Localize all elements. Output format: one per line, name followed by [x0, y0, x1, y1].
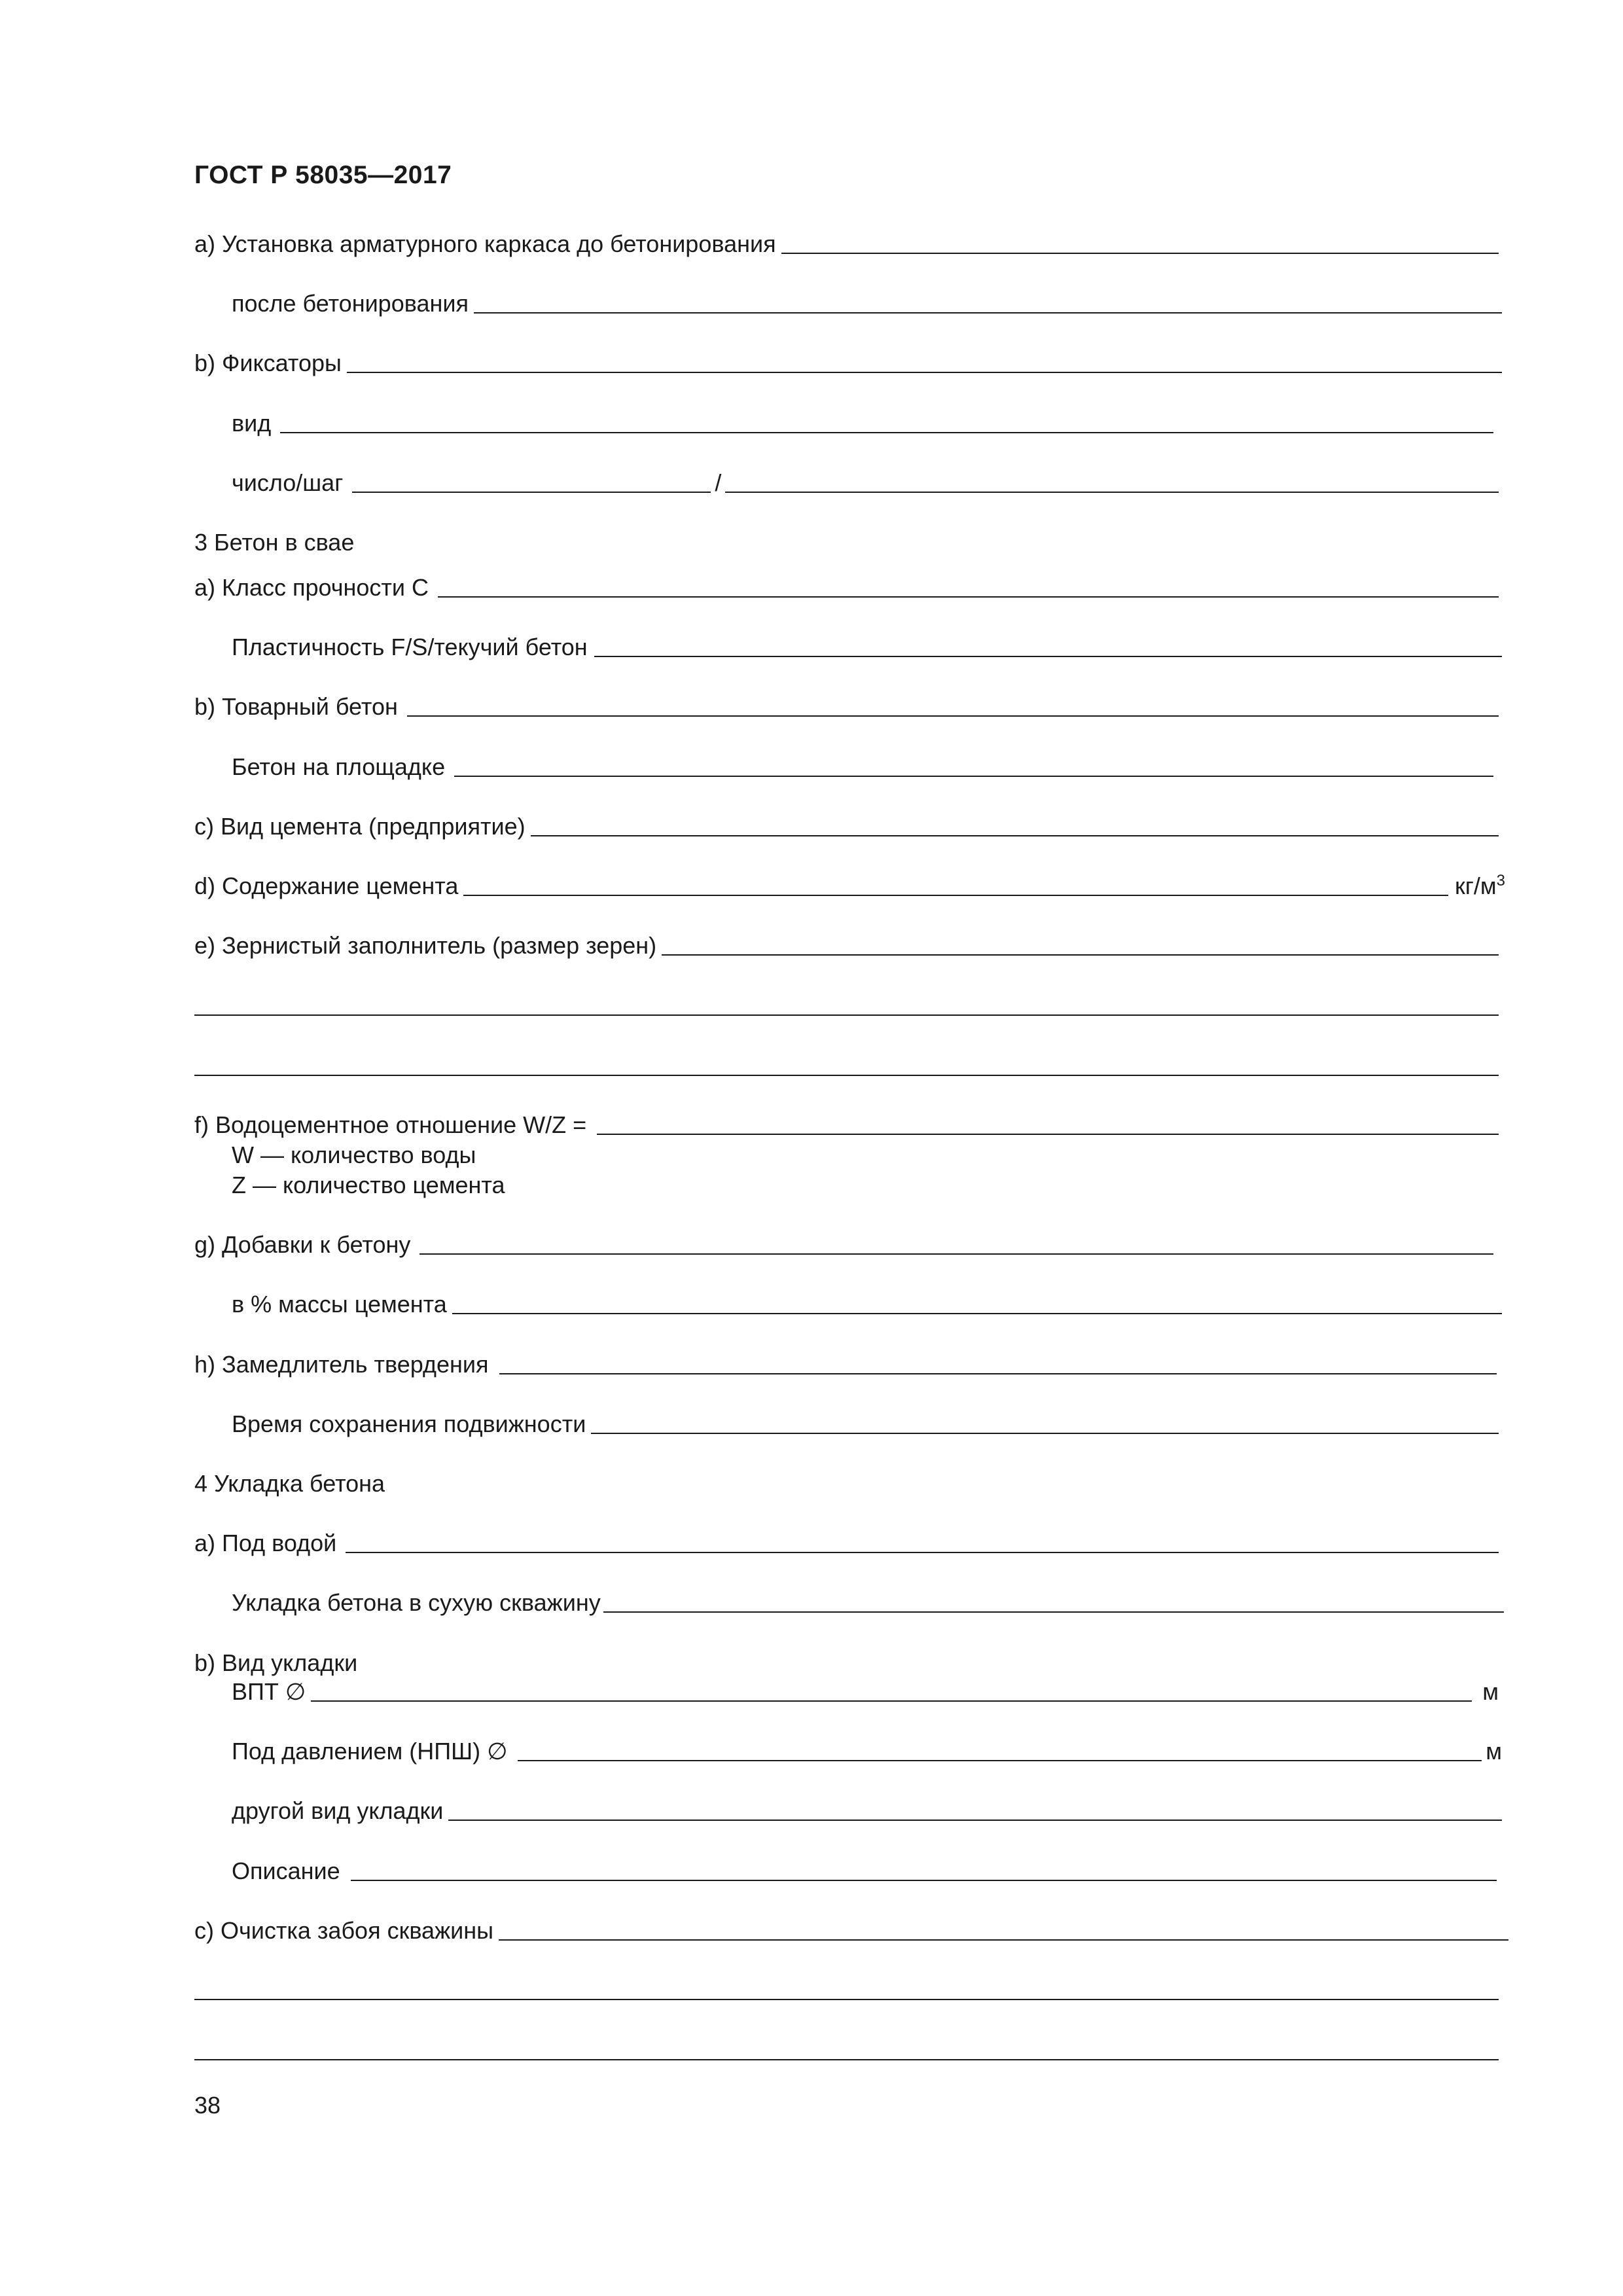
other-placement-field[interactable] [448, 1800, 1502, 1821]
row-additives [194, 1231, 1493, 1259]
row-plasticity [232, 634, 1502, 661]
onsite-concrete-field[interactable] [454, 756, 1493, 777]
field-label: число/шаг [232, 469, 344, 496]
row-bottom-cleaning [194, 1917, 1508, 1945]
placement-type-title: b) Вид укладки [194, 1649, 358, 1676]
field-label: а) Класс прочности С [194, 574, 429, 601]
dry-placement-field[interactable] [603, 1592, 1504, 1613]
aggregate-extra-line-1[interactable] [194, 1014, 1499, 1016]
aggregate-field[interactable] [662, 935, 1499, 956]
field-label: с) Вид цемента (предприятие) [194, 813, 526, 840]
field-label: Бетон на площадке [232, 753, 446, 780]
cleaning-extra-line-1[interactable] [194, 1999, 1499, 2000]
cleaning-extra-line-2[interactable] [194, 2059, 1499, 2060]
page-number: 38 [194, 2092, 221, 2119]
cement-type-field[interactable] [531, 816, 1499, 836]
aggregate-extra-line-2[interactable] [194, 1075, 1499, 1076]
pressure-field[interactable] [518, 1740, 1482, 1761]
field-label: ВПТ ∅ [232, 1678, 306, 1705]
page-header: ГОСТ Р 58035—2017 [194, 161, 452, 189]
field-label: а) Установка арматурного каркаса до бетонирования [194, 230, 776, 257]
row-other-placement [232, 1797, 1502, 1825]
bottom-cleaning-field[interactable] [499, 1920, 1508, 1941]
row-aggregate [194, 932, 1499, 960]
field-label: после бетонирования [232, 290, 469, 317]
slash-separator: / [715, 469, 722, 496]
row-cage-before [194, 230, 1499, 258]
vpt-field[interactable] [311, 1681, 1472, 1702]
field-label: Описание [232, 1857, 340, 1884]
wc-cement-note: Z — количество цемента [232, 1172, 505, 1198]
workability-time-field[interactable] [591, 1413, 1499, 1434]
section-3-title: 3 Бетон в свае [194, 529, 355, 556]
step-field[interactable] [725, 472, 1499, 493]
count-field[interactable] [352, 472, 711, 493]
cage-after-field[interactable] [474, 293, 1502, 314]
description-field[interactable] [351, 1860, 1497, 1881]
field-label: h) Замедлитель твердения [194, 1351, 489, 1378]
field-label: f) Водоцементное отношение W/Z = [194, 1111, 587, 1138]
field-label: с) Очистка забоя скважины [194, 1917, 494, 1944]
fixators-field[interactable] [347, 352, 1502, 373]
field-label: Укладка бетона в сухую скважину [232, 1589, 601, 1616]
row-strength-class [194, 574, 1499, 601]
row-workability-time [232, 1410, 1499, 1438]
row-count-step [232, 469, 1499, 497]
field-label: g) Добавки к бетону [194, 1231, 411, 1258]
field-label: Пластичность F/S/текучий бетон [232, 634, 588, 660]
row-pressure [232, 1738, 1502, 1765]
row-commercial-concrete [194, 693, 1499, 721]
wc-water-note: W — количество воды [232, 1141, 476, 1168]
row-onsite-concrete [232, 753, 1493, 781]
row-wc-ratio [194, 1111, 1499, 1139]
row-cement-mass [232, 1291, 1502, 1318]
fixator-type-field[interactable] [280, 412, 1493, 433]
unit-meters: м [1482, 1678, 1499, 1705]
plasticity-field[interactable] [594, 636, 1502, 657]
row-retarder [194, 1351, 1497, 1378]
field-label: а) Под водой [194, 1530, 337, 1556]
field-label: другой вид укладки [232, 1797, 444, 1824]
cement-content-field[interactable] [463, 875, 1448, 896]
row-vpt [232, 1678, 1499, 1706]
row-dry-placement [232, 1589, 1504, 1617]
field-label: b) Фиксаторы [194, 350, 342, 376]
cement-mass-field[interactable] [452, 1293, 1502, 1314]
unit-meters: м [1486, 1738, 1502, 1765]
underwater-field[interactable] [346, 1532, 1499, 1553]
row-cement-type [194, 813, 1499, 840]
additives-field[interactable] [419, 1234, 1493, 1255]
field-label: вид [232, 410, 272, 437]
commercial-concrete-field[interactable] [407, 696, 1499, 717]
wc-ratio-field[interactable] [597, 1114, 1499, 1135]
section-4-title: 4 Укладка бетона [194, 1470, 385, 1497]
field-label: Под давлением (НПШ) ∅ [232, 1738, 508, 1765]
row-cage-after [232, 290, 1502, 317]
retarder-field[interactable] [499, 1354, 1497, 1374]
row-fixators [194, 350, 1502, 377]
unit-kg-m3: $кг/м^3$ [1455, 872, 1505, 899]
field-label: е) Зернистый заполнитель (размер зерен) [194, 932, 657, 959]
field-label: b) Товарный бетон [194, 693, 398, 720]
row-fixator-type [232, 410, 1493, 437]
row-description [232, 1857, 1497, 1885]
row-cement-content [194, 872, 1505, 900]
row-underwater [194, 1530, 1499, 1557]
cage-before-field[interactable] [781, 233, 1499, 254]
strength-class-field[interactable] [438, 577, 1499, 598]
field-label: d) Содержание цемента [194, 872, 459, 899]
field-label: в % массы цемента [232, 1291, 447, 1318]
field-label: Время сохранения подвижности [232, 1410, 586, 1437]
